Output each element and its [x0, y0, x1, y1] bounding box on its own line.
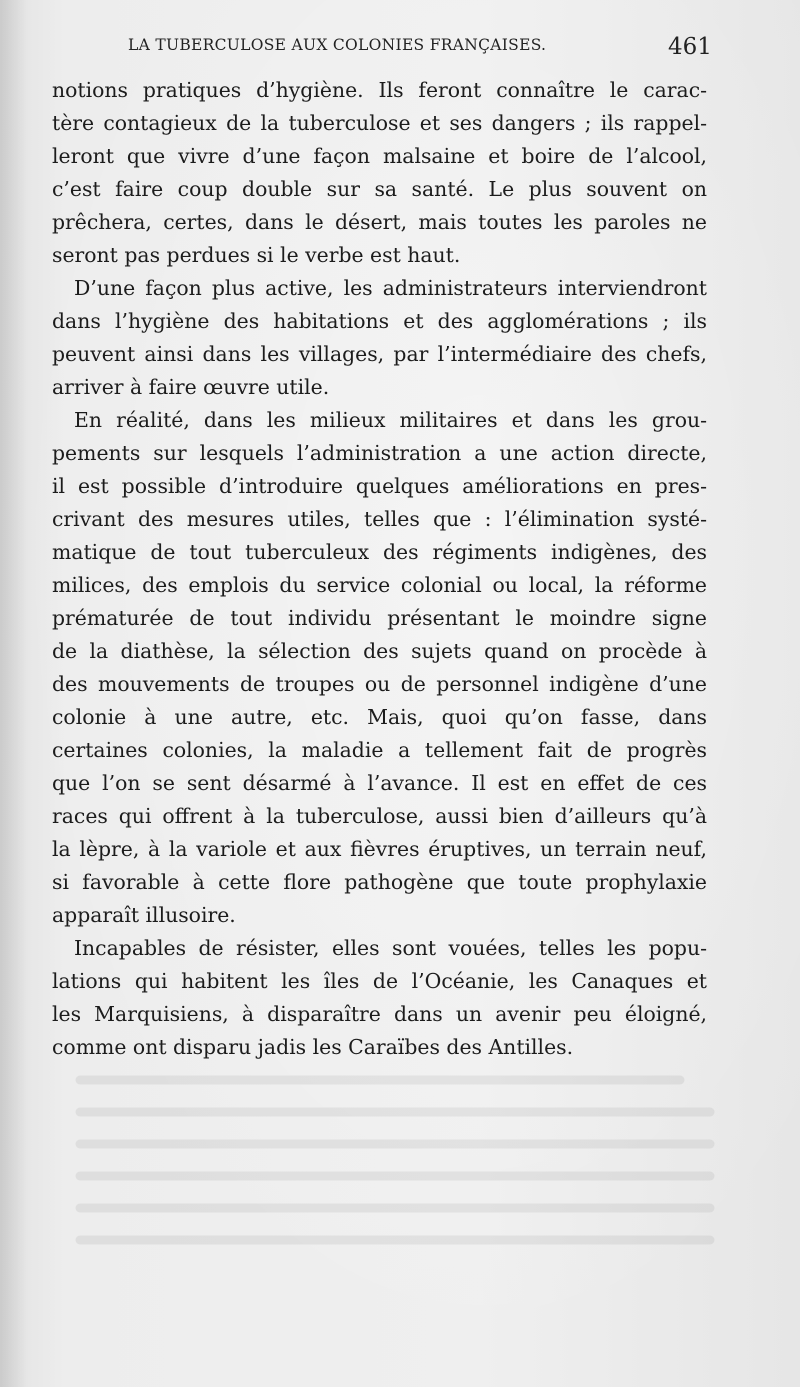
- text-line: tère contagieux de la tuberculose et ses dangers ; ils rappel-: [52, 111, 707, 135]
- text-line: c’est faire coup double sur sa santé. Le plus souvent on: [52, 177, 707, 201]
- text-line: peuvent ainsi dans les villages, par l’intermédiaire des chefs,: [52, 342, 707, 366]
- text-line: colonie à une autre, etc. Mais, quoi qu’on fasse, dans: [52, 705, 707, 729]
- text-line: des mouvements de troupes ou de personnel indigène d’une: [52, 672, 707, 696]
- text-line: matique de tout tuberculeux des régiments indigènes, des: [52, 540, 707, 564]
- text-line: seront pas perdues si le verbe est haut.: [52, 243, 461, 267]
- text-line: lations qui habitent les îles de l’Océanie, les Canaques et: [52, 969, 707, 993]
- text-line: crivant des mesures utiles, telles que : l’élimination systé-: [52, 507, 707, 531]
- text-line: arriver à faire œuvre utile.: [52, 375, 330, 399]
- text-line: pements sur lesquels l’administration a une action directe,: [52, 441, 707, 465]
- body-text: [52, 74, 707, 1064]
- text-line: prêchera, certes, dans le désert, mais toutes les paroles ne: [52, 210, 707, 234]
- binding-shadow: [0, 0, 28, 1387]
- text-line: prématurée de tout individu présentant le moindre signe: [52, 606, 707, 630]
- paragraph-start-line: Incapables de résister, elles sont vouées, telles les popu-: [74, 936, 707, 960]
- text-line: races qui offrent à la tuberculose, aussi bien d’ailleurs qu’à: [52, 804, 707, 828]
- text-line: de la diathèse, la sélection des sujets quand on procède à: [52, 639, 707, 663]
- show-through-strokes: [60, 1060, 720, 1260]
- text-line: milices, des emplois du service colonial ou local, la réforme: [52, 573, 707, 597]
- text-line: les Marquisiens, à disparaître dans un avenir peu éloigné,: [52, 1002, 707, 1026]
- running-head: LA TUBERCULOSE AUX COLONIES FRANÇAISES.: [128, 36, 547, 54]
- text-line: que l’on se sent désarmé à l’avance. Il est en effet de ces: [52, 771, 707, 795]
- text-line: la lèpre, à la variole et aux fièvres éruptives, un terrain neuf,: [52, 837, 707, 861]
- text-line: certaines colonies, la maladie a tellement fait de progrès: [52, 738, 707, 762]
- text-line: comme ont disparu jadis les Caraïbes des Antilles.: [52, 1035, 574, 1059]
- show-through-texture: [60, 1060, 720, 1260]
- paragraph-start-line: D’une façon plus active, les administrateurs interviendront: [74, 276, 707, 300]
- paragraph-start-line: En réalité, dans les milieux militaires et dans les grou-: [74, 408, 707, 432]
- text-line: il est possible d’introduire quelques améliorations en pres-: [52, 474, 707, 498]
- page-number: 461: [668, 34, 712, 60]
- text-line: apparaît illusoire.: [52, 903, 236, 927]
- text-line: leront que vivre d’une façon malsaine et boire de l’alcool,: [52, 144, 707, 168]
- text-line: si favorable à cette flore pathogène que toute prophylaxie: [52, 870, 707, 894]
- text-line: dans l’hygiène des habitations et des agglomérations ; ils: [52, 309, 707, 333]
- text-line: notions pratiques d’hygiène. Ils feront connaître le carac-: [52, 78, 707, 102]
